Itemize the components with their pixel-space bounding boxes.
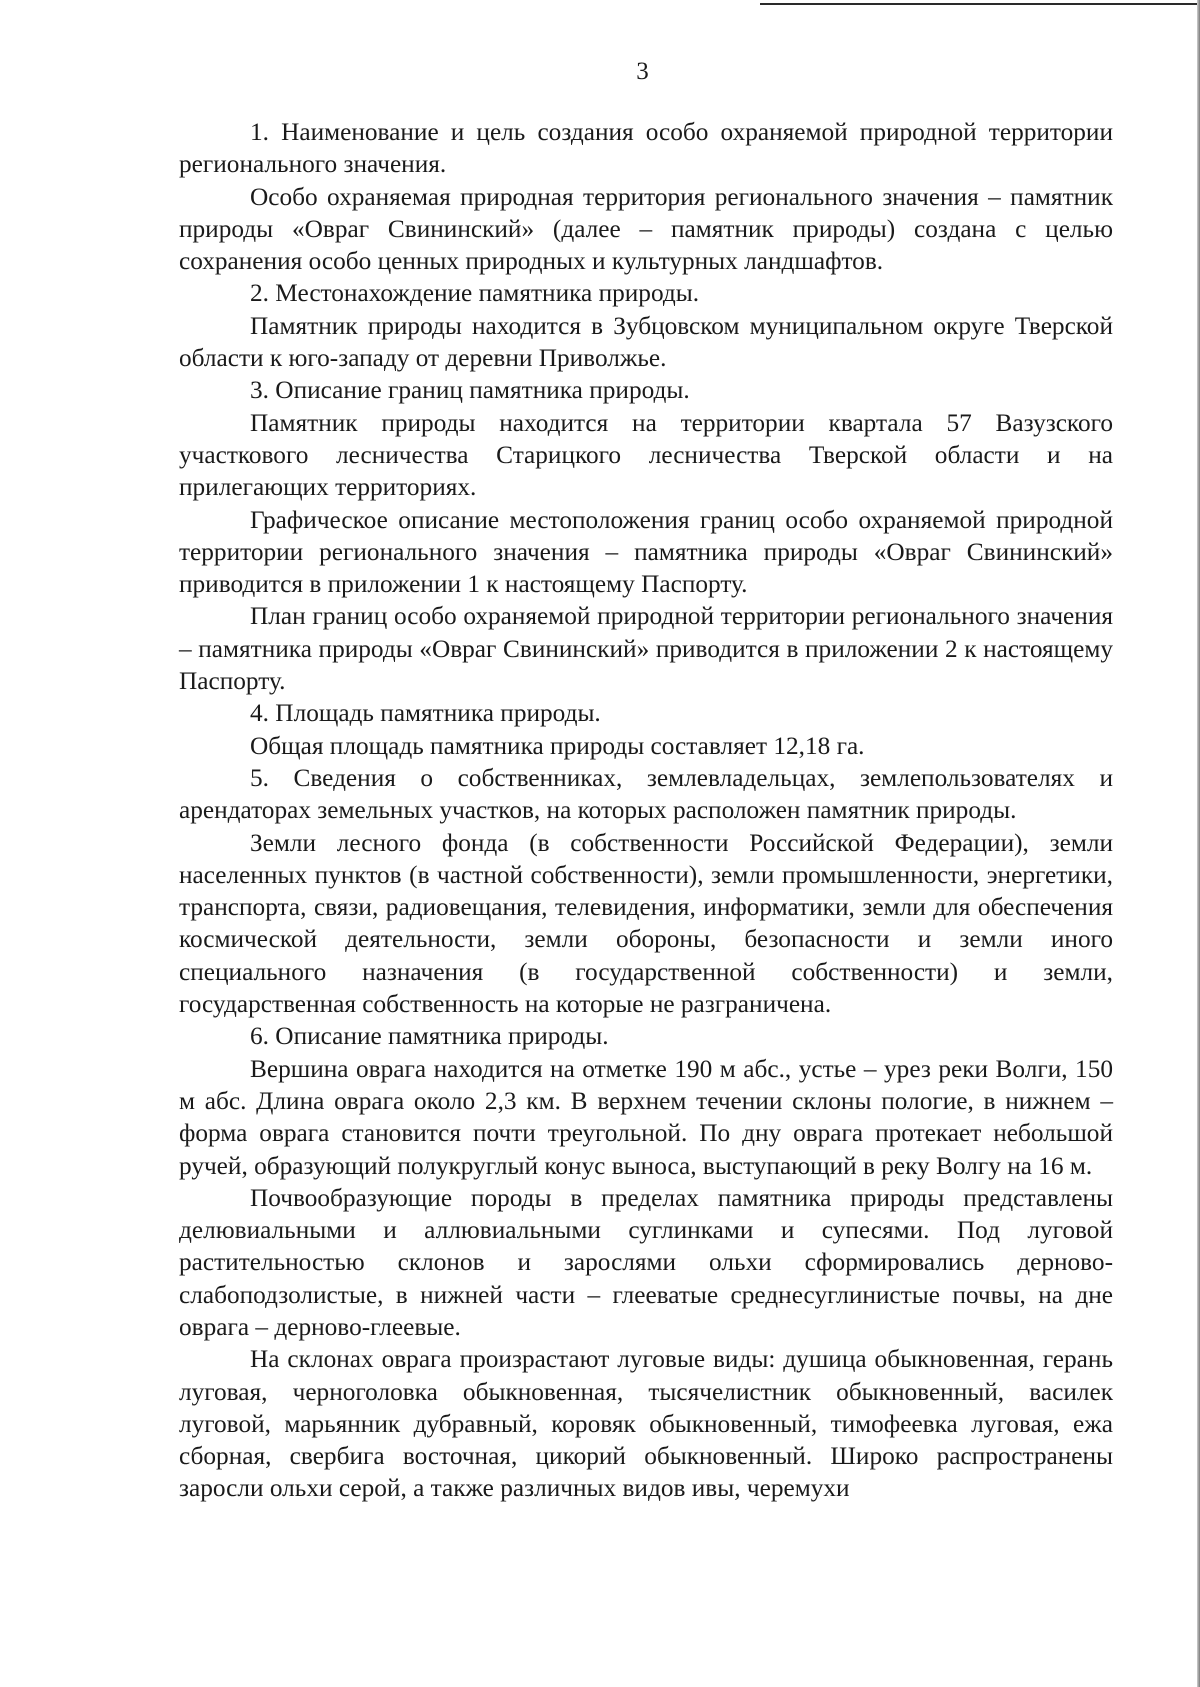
section-heading-3: 3. Описание границ памятника природы.	[250, 376, 690, 405]
paragraph: План границ особо охраняемой природной территории регионального значения – памятника природы «Овраг Свининский» приводится в приложении 2 к настоящему Паспорту.	[179, 602, 1113, 696]
page-number: 3	[636, 58, 649, 85]
paragraph: Графическое описание местоположения границ особо охраняемой природной территории регионального значения – памятника природы «Овраг Свининский» приводится в приложении 1 к настоящему Паспорту.	[179, 505, 1113, 599]
section-heading-6: 6. Описание памятника природы.	[250, 1022, 609, 1051]
paragraph: Общая площадь памятника природы составляет 12,18 га.	[250, 731, 865, 760]
scan-edge-top	[760, 3, 1200, 5]
paragraph: Особо охраняемая природная территория регионального значения – памятник природы «Овраг Свининский» (далее – памятник природы) создана с целью сохранения особо ценных природных и культурных ландшафтов.	[179, 182, 1113, 276]
section-heading-2: 2. Местонахождение памятника природы.	[250, 279, 700, 308]
paragraph: Памятник природы находится на территории квартала 57 Вазузского участкового лесничества Старицкого лесничества Тверской области и на прилегающих территориях.	[179, 408, 1113, 502]
paragraph: Почвообразующие породы в пределах памятника природы представлены делювиальными и аллювиальными суглинками и супесями. Под луговой растительностью склонов и зарослями ольхи сформировались дерново-слабоподзолистые, в нижней части – глееватые среднесуглинистые почвы, на дне оврага – дерново-глеевые.	[179, 1183, 1113, 1341]
paragraph: Земли лесного фонда (в собственности Российской Федерации), земли населенных пунктов (в частной собственности), земли промышленности, энергетики, транспорта, связи, радиовещания, телевидения, информатики, земли для обеспечения космической деятельности, земли обороны, безопасности и земли иного специального назначения (в государственной собственности) и земли, государственная собственность на которые не разграничена.	[179, 828, 1113, 1019]
section-heading-4: 4. Площадь памятника природы.	[250, 699, 601, 728]
paragraph: Вершина оврага находится на отметке 190 м абс., устье – урез реки Волги, 150 м абс. Длина оврага около 2,3 км. В верхнем течении склоны пологие, в нижнем – форма оврага становится почти треугольной. По дну оврага протекает небольшой ручей, образующий полукруглый конус выноса, выступающий в реку Волгу на 16 м.	[179, 1054, 1113, 1180]
section-heading-5: 5. Сведения о собственниках, землевладельцах, землепользователях и арендаторах земельных участков, на которых расположен памятник природы.	[179, 763, 1113, 825]
section-heading-1: 1. Наименование и цель создания особо охраняемой природной территории регионального значения.	[179, 118, 1113, 179]
paragraph: Памятник природы находится в Зубцовском муниципальном округе Тверской области к юго-западу от деревни Приволжье.	[179, 311, 1113, 373]
paragraph: На склонах оврага произрастают луговые виды: душица обыкновенная, герань луговая, черноголовка обыкновенная, тысячелистник обыкновенный, василек луговой, марьянник дубравный, коровяк обыкновенный, тимофеевка луговая, ежа сборная, свербига восточная, цикорий обыкновенный. Широко распространены заросли ольхи серой, а также различных видов ивы, черемухи	[179, 1345, 1113, 1503]
document-body	[179, 116, 1113, 1505]
